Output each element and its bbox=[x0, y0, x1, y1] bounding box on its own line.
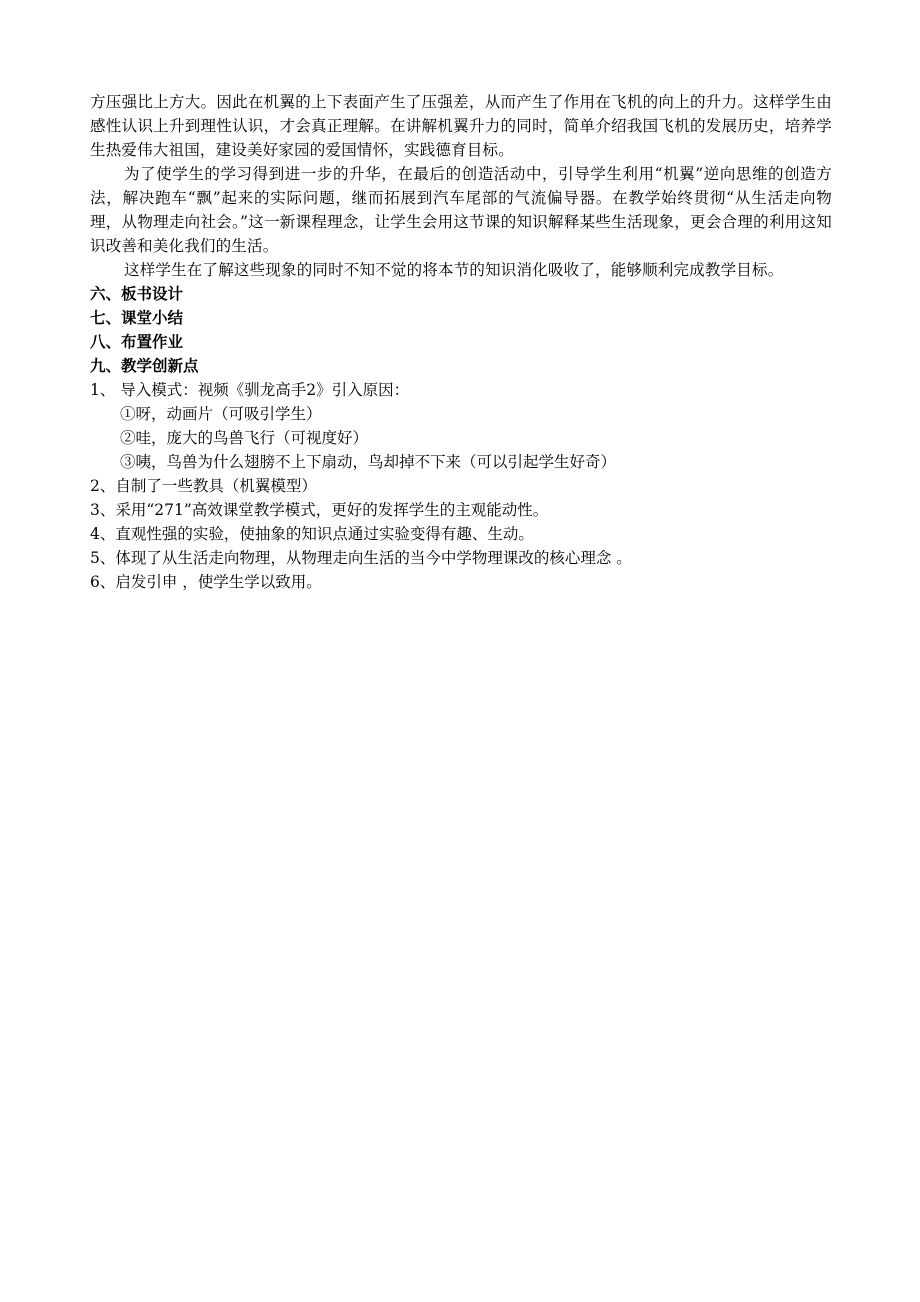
paragraph-lift-explanation: 方压强比上方大。因此在机翼的上下表面产生了压强差，从而产生了作用在飞机的向上的升力。这样学生由感性认识上升到理性认识，才会真正理解。在讲解机翼升力的同时，简单介绍我国飞机的发展历史，培养学生热爱伟大祖国，建设美好家园的爱国情怀，实践德育目标。 bbox=[90, 93, 832, 159]
document-content bbox=[90, 90, 832, 594]
paragraph-teaching-goal: 这样学生在了解这些现象的同时不知不觉的将本节的知识消化吸收了，能够顺利完成教学目标。 bbox=[124, 261, 784, 279]
paragraph-creative-activity: 为了使学生的学习得到进一步的升华，在最后的创造活动中，引导学生利用“机翼”逆向思维的创造方法，解决跑车“飘”起来的实际问题，继而拓展到汽车尾部的气流偏导器。在教学始终贯彻“从生活走向物理，从物理走向社会。”这一新课程理念，让学生会用这节课的知识解释某些生活现象，更会合理的利用这知识改善和美化我们的生活。 bbox=[90, 165, 832, 255]
list-item-2: 2、自制了一些教具（机翼模型） bbox=[90, 477, 317, 495]
list-item-4: 4、直观性强的实验，使抽象的知识点通过实验变得有趣、生动。 bbox=[90, 525, 534, 543]
list-item-1: 1、 导入模式：视频《驯龙高手2》引入原因： bbox=[90, 381, 410, 399]
heading-board-design: 六、板书设计 bbox=[90, 285, 184, 303]
heading-innovation-points: 九、教学创新点 bbox=[90, 357, 199, 375]
list-item-6: 6、启发引申 ，使学生学以致用。 bbox=[90, 573, 322, 591]
sub-item-1: ①呀，动画片（可吸引学生） bbox=[120, 405, 322, 423]
heading-homework: 八、布置作业 bbox=[90, 333, 184, 351]
heading-class-summary: 七、课堂小结 bbox=[90, 309, 184, 327]
list-item-5: 5、体现了从生活走向物理，从物理走向生活的当今中学物理课改的核心理念 。 bbox=[90, 549, 632, 567]
list-item-3: 3、采用“271”高效课堂教学模式，更好的发挥学生的主观能动性。 bbox=[90, 501, 549, 519]
sub-item-3: ③咦，鸟兽为什么翅膀不上下扇动，鸟却掉不下来（可以引起学生好奇） bbox=[120, 453, 617, 471]
sub-item-2: ②哇，庞大的鸟兽飞行（可视度好） bbox=[120, 429, 369, 447]
